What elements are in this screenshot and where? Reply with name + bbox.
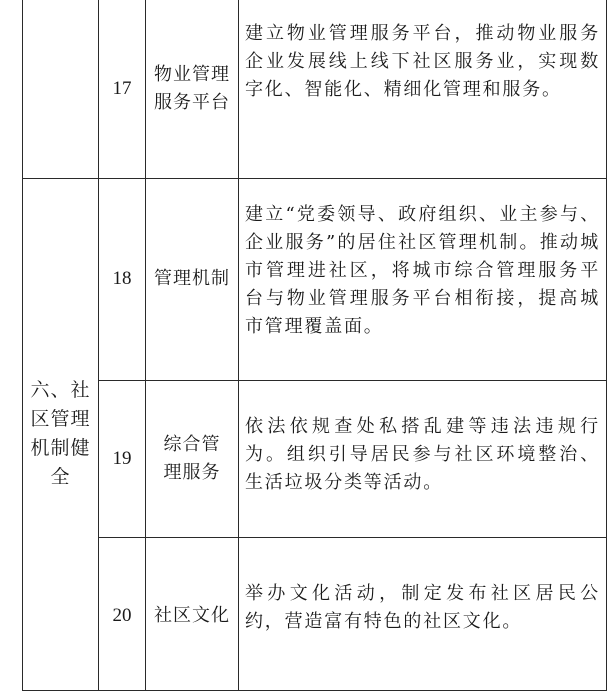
table-row: [23, 178, 607, 380]
item-number-cell: [99, 0, 146, 178]
item-name: 综合管理服务: [163, 433, 221, 483]
requirements-table: [22, 0, 607, 691]
item-description-cell: [239, 380, 607, 537]
item-description-cell: [239, 537, 607, 690]
item-description-cell: [239, 178, 607, 380]
item-description: 依法依规查处私搭乱建等违法违规行为。组织引导居民参与社区环境整治、生活垃圾分类等活动。: [245, 415, 600, 493]
item-name: 管理机制: [154, 268, 230, 289]
item-number-cell: [99, 380, 146, 537]
item-name-cell: [146, 537, 239, 690]
item-number-cell: [99, 537, 146, 690]
category-cell-empty: [23, 0, 99, 178]
item-name-cell: [146, 178, 239, 380]
table-row: [23, 537, 607, 690]
table-row: [23, 0, 607, 178]
item-name-cell: [146, 0, 239, 178]
item-description: 举办文化活动，制定发布社区居民公约，营造富有特色的社区文化。: [245, 582, 600, 632]
item-number: 17: [112, 77, 132, 99]
category-label: 六、社区管理机制健全: [30, 379, 91, 488]
item-name: 物业管理服务平台: [154, 63, 230, 113]
item-description: 建立物业管理服务平台，推动物业服务企业发展线上线下社区服务业，实现数字化、智能化、精细化管理和服务。: [245, 23, 600, 100]
table-row: [23, 380, 607, 537]
item-number: 18: [112, 268, 132, 289]
item-number-cell: [99, 178, 146, 380]
category-cell: [23, 178, 99, 690]
item-description: 建立“党委领导、政府组织、业主参与、企业服务”的居住社区管理机制。推动城市管理进社区，将城市综合管理服务平台与物业管理服务平台相衔接，提高城市管理覆盖面。: [245, 203, 600, 337]
item-number: 20: [112, 604, 132, 626]
item-name-cell: [146, 380, 239, 537]
item-name: 社区文化: [154, 604, 230, 626]
item-number: 19: [112, 447, 132, 469]
item-description-cell: [239, 0, 607, 178]
